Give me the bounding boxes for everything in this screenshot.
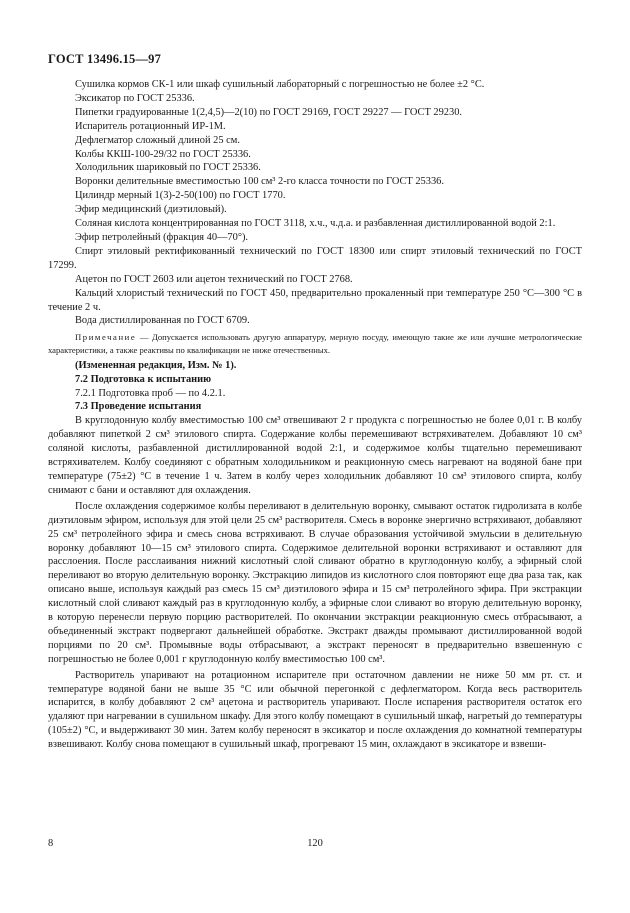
equipment-item: Спирт этиловый ректификованный технический по ГОСТ 18300 или спирт этиловый технический по ГОСТ 17299. <box>48 245 582 271</box>
equipment-item: Соляная кислота концентрированная по ГОСТ 3118, х.ч., ч.д.а. и разбавленная дистиллированной водой 2:1. <box>75 218 556 230</box>
procedure-paragraph: Растворитель упаривают на ротационном испарителе при остаточном давлении не ниже 50 мм рт. ст. и температуре водяной бани не выше 35 °С или обычной перегонкой с дефлегматором. Когда весь растворитель испарится, в колбу добавляют 2 см³ ацетона и растворитель упаривают. После испарения растворителя остаток его удаляют при нагревании в сушильном шкафу. Для этого колбу помещают в сушильный шкаф, нагретый до температуры (105±2) °С, и выдерживают 30 мин. Затем колбу переносят в эксикатор и после охлаждения до комнатной температуры взвешивают. Колбу снова помещают в сушильный шкаф, прогревают 15 мин, охлаждают в эксикаторе и взвеши- <box>48 669 582 751</box>
amendment-note: (Измененная редакция, Изм. № 1). <box>75 359 237 371</box>
document-header: ГОСТ 13496.15—97 <box>48 52 162 66</box>
equipment-item: Вода дистиллированная по ГОСТ 6709. <box>75 315 250 327</box>
procedure-paragraph: После охлаждения содержимое колбы переливают в делительную воронку, смывают остаток гидролизата в колбе диэтиловым эфиром, используя для этой цели 25 см³ растворителя. Смесь в воронке энергично встряхивают, добавляют 25 см³ петролейного эфира и смесь снова встряхивают. В случае образования устойчивой эмульсии в делительную воронку добавляют 10—15 см³ этилового спирта. Содержимое делительной воронки встряхивают и оставляют для расслоения. После расслаивания нижний кислотный слой сливают обратно в круглодонную колбу, а эфирный слой переливают во вторую делительную воронку. Экстракцию липидов из кислотного слоя повторяют еще два раза так, как описано выше, используя каждый раз смесь 15 см³ диэтилового эфира и 15 см³ петролейного эфира. При экстракции кислотный слой сливают каждый раз в круглодонную колбу, а эфирные слои сливают во вторую делительную воронку, в которую перенесли первую порцию растворителей. По окончании экстракции реакционную смесь отбрасывают, а объединенный экстракт подвергают дальнейшей обработке. Экстракт дважды промывают дистиллированной водой порциями по 20 см³. Промывные воды отбрасывают, а экстракт переносят в предварительно взвешенную с погрешностью не более 0,001 г круглодонную колбу вместимостью 100 см³. <box>48 500 582 665</box>
section-heading-7-2: 7.2 Подготовка к испытанию <box>75 373 212 385</box>
section-heading-7-3: 7.3 Проведение испытания <box>75 401 202 413</box>
page-number-left: 8 <box>48 838 54 849</box>
procedure-paragraph: В круглодонную колбу вместимостью 100 см³ отвешивают 2 г продукта с погрешностью не более 0,01 г. В колбу добавляют пипеткой 2 см³ этилового спирта. Содержание колбы перемешивают встряхивателем. Добавляют 10 см³ соляной кислоты, разбавленной дистиллированной водой 2:1, и содержимое колбы тщательно перемешивают встряхивателем. Колбу соединяют с обратным холодильником и реакционную смесь нагревают на водяной бане при температуре (75±2) °С в течение 1 ч. Затем в колбу через холодильник добавляют 10 см³ этилового спирта, колбу снимают с бани и оставляют для охлаждения. <box>48 415 582 496</box>
equipment-item: Колбы ККШ-100-29/32 по ГОСТ 25336. <box>75 148 251 160</box>
note-text: — Допускается использовать другую аппаратуру, мерную посуду, имеющую такие же или лучшие метрологические характеристики, а также реактивы по квалификации не ниже отечественных. <box>48 332 582 355</box>
equipment-item: Дефлегматор сложный длиной 25 см. <box>75 134 240 146</box>
equipment-item: Холодильник шариковый по ГОСТ 25336. <box>75 162 261 174</box>
equipment-item: Эфир медицинский (диэтиловый). <box>75 204 227 216</box>
equipment-item: Цилиндр мерный 1(3)-2-50(100) по ГОСТ 1770. <box>75 190 286 202</box>
equipment-item: Испаритель ротационный ИР-1М. <box>75 120 226 132</box>
equipment-item: Воронки делительные вместимостью 100 см³ 2-го класса точности по ГОСТ 25336. <box>75 176 444 188</box>
note <box>48 331 582 355</box>
equipment-item: Сушилка кормов СК-1 или шкаф сушильный лабораторный с погрешностью не более ±2 °С. <box>75 79 485 90</box>
equipment-item: Кальций хлористый технический по ГОСТ 450, предварительно прокаленный при температуре 250 °С—300 °С в течение 2 ч. <box>48 287 582 313</box>
subsection-7-2-1: 7.2.1 Подготовка проб — по 4.2.1. <box>75 387 226 399</box>
note-label: Примечание <box>75 332 137 343</box>
page-number-center: 120 <box>307 838 323 849</box>
equipment-item: Ацетон по ГОСТ 2603 или ацетон технический по ГОСТ 2768. <box>75 273 353 285</box>
equipment-item: Эфир петролейный (фракция 40—70°). <box>75 231 249 243</box>
equipment-item: Эксикатор по ГОСТ 25336. <box>75 92 195 104</box>
equipment-item: Пипетки градуированные 1(2,4,5)—2(10) по ГОСТ 29169, ГОСТ 29227 — ГОСТ 29230. <box>75 106 462 118</box>
document-body <box>48 78 582 752</box>
